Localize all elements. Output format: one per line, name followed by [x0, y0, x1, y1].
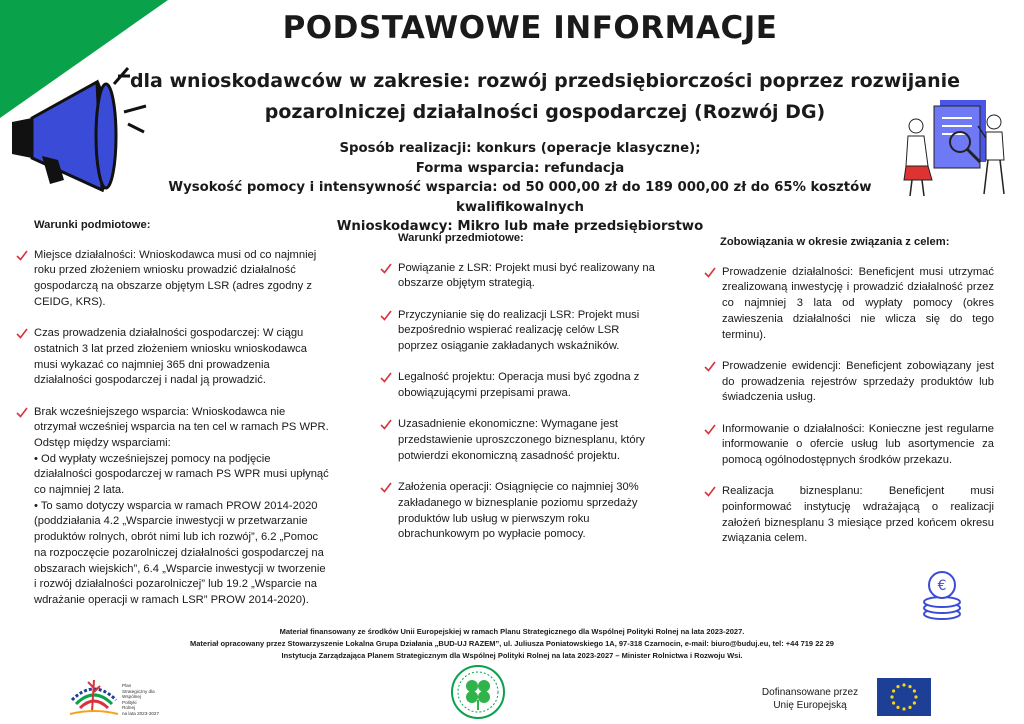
check-icon: [380, 419, 392, 430]
list-item: [384, 308, 684, 355]
logo-text-line: na lata 2023-2027: [122, 710, 160, 716]
list-item: [20, 248, 358, 311]
check-icon: [704, 361, 716, 372]
svg-text:€: €: [937, 578, 947, 594]
footer-line-contact: Materiał opracowany przez Stowarzyszenie Lokalna Grupa Działania „BUD-UJ RAZEM”, ul. Juliusza Poniatowskiego 1A, 97-318 Czarnocin, e-mail: biuro@buduj.eu, tel: +44 719 22 29: [190, 639, 834, 648]
list-item-line: Miejsce działalności: Wnioskodawca musi od co najmniej: [34, 248, 317, 261]
logo-text-line: Strategiczny dla: [122, 688, 155, 694]
list-item-line: działalności gospodarczej i nadal ją prowadzić.: [34, 374, 266, 387]
list-item-text: Realizacja biznesplanu: Beneficjent musi poinformować instytucję wdrażającą o realizacji założeń biznesplanu 3 miesiące przed końcem okresu związania celem.: [722, 485, 994, 545]
list-item-line: otrzymał wcześniej wsparcia na ten cel w ramach PS WPR.: [34, 421, 329, 434]
column-obligations: [708, 235, 994, 563]
list-item: [384, 480, 684, 543]
list-item: [20, 405, 358, 609]
list-item-line: • To samo dotyczy wsparcia w ramach PROW 2014-2020: [34, 499, 318, 512]
footer-line-financing: Materiał finansowany ze środków Unii Europejskiej w ramach Planu Strategicznego dla Wspólnej Polityki Rolnej na lata 2023-2027.: [279, 627, 745, 636]
check-icon: [380, 310, 392, 321]
info-line-form: Forma wsparcia: refundacja: [415, 160, 625, 176]
euro-coins-icon: [916, 570, 974, 622]
column-object-conditions: [384, 231, 684, 559]
logo-text-line: Plan: [122, 683, 132, 688]
list-item-text: Prowadzenie ewidencji: Beneficjent zobowiązany jest do prowadzenia rejestrów sprzedaży produktów lub świadczenia usług.: [722, 359, 994, 404]
check-icon: [16, 250, 28, 261]
info-line-method: Sposób realizacji: konkurs (operacje klasyczne);: [339, 141, 701, 156]
list-item-line: obszarach wiejskich”, 6.4 „Wsparcie inwestycji w tworzenie: [34, 562, 326, 575]
cofinanced-line: Unię Europejską: [773, 700, 847, 711]
page-subtitle: [120, 66, 970, 128]
list-item-line: bezpośrednio wspierać realizację celów LSR: [398, 324, 620, 337]
list-item: [384, 417, 684, 464]
info-line-applicants: Wnioskodawcy: Mikro lub małe przedsiębiorstwo: [336, 219, 704, 235]
list-item-line: Przyczynianie się do realizacji LSR: Projekt musi: [398, 308, 640, 321]
list-item-line: obszarze objętym strategią.: [398, 277, 535, 290]
lgd-bud-uj-razem-logo: [450, 664, 506, 720]
list-item-text: Prowadzenie działalności: Beneficjent musi utrzymać zrealizowaną inwestycję i prowadzić działalność przez co najmniej 3 lata od wypłaty pomocy (okres zawieszenia działalności nie wlicza się do tego terminu).: [722, 265, 994, 341]
eu-flag: [877, 678, 931, 716]
psp-logo-text: [122, 683, 162, 717]
list-item-line: przedstawienie uproszczonego biznesplanu, który: [398, 434, 645, 447]
list-item-line: • Od wypłaty wcześniejszej pomocy na podjęcie: [34, 452, 271, 465]
logo-text-line: Wspólnej: [122, 694, 141, 700]
list-item-line: Odstęp między wsparciami:: [34, 436, 171, 449]
info-line-amount: Wysokość pomocy i intensywność wsparcia: od 50 000,00 zł do 189 000,00 zł do 65% kosztów kwalifikowalnych: [168, 180, 872, 215]
list-item-line: działalności gospodarczej w ramach PS WPR musi upłynąć: [34, 468, 329, 481]
list-item-line: ostatnich 3 lat przed złożeniem wniosku wnioskodawca: [34, 342, 307, 355]
subtitle-line: dla wnioskodawców w zakresie: rozwój przedsiębiorczości poprzez rozwijanie: [129, 70, 961, 92]
list-item: [708, 359, 994, 406]
logo-text-line: Rolnej: [122, 705, 136, 711]
check-icon: [704, 486, 716, 497]
check-icon: [380, 263, 392, 274]
column-subject-conditions: [20, 218, 358, 624]
check-icon: [704, 424, 716, 435]
list-item-line: i rozwój działalności pozarolniczej” lub 19.2 „Wsparcie na: [34, 578, 317, 591]
list-item-line: poprzez osiąganie zakładanych wskaźników.: [398, 340, 620, 353]
list-item-line: roku przed złożeniem wniosku prowadzić działalność: [34, 264, 296, 277]
cofinanced-label: [752, 686, 868, 712]
list-item: [384, 261, 684, 292]
list-item-line: wdrażanie operacji w ramach LSR” PROW 2014-2020).: [34, 593, 309, 606]
check-icon: [704, 267, 716, 278]
column-heading: Warunki przedmiotowe:: [398, 232, 524, 244]
logo-text-line: Polityki: [122, 699, 137, 705]
list-item: [708, 422, 994, 469]
list-item-line: zakładanego w biznesplanie poziomu sprzedaży: [398, 496, 638, 509]
list-item-line: co najmniej 2 lata.: [34, 484, 125, 497]
footer-line-authority: Instytucja Zarządzająca Planem Strategicznym dla Wspólnej Polityki Rolnej na lata 2023-2027 – Minister Rolnictwa i Rozwoju Wsi.: [281, 651, 743, 660]
list-item-line: obowiązującymi przepisami prawa.: [398, 387, 571, 400]
list-item-line: na rozpoczęcie pozarolniczej działalności gospodarczej na: [34, 546, 324, 559]
list-item-line: Czas prowadzenia działalności gospodarczej: W ciągu: [34, 327, 304, 340]
list-item-line: potwierdzi ekonomiczną zasadność projektu.: [398, 449, 621, 462]
column-heading: Zobowiązania w okresie związania z celem:: [720, 236, 950, 248]
list-item-line: obrachunkowym po wypłacie pomocy.: [398, 528, 586, 541]
list-item: [384, 370, 684, 401]
list-item: [708, 265, 994, 344]
list-item-text: Informowanie o działalności: Konieczne jest regularne informowanie o ofercie usług lub asortymencie za pomocą ogólnodostępnych środków przekazu.: [722, 422, 994, 466]
check-icon: [16, 328, 28, 339]
list-item-line: (poddziałania 4.2 „Wsparcie inwestycji w przetwarzanie: [34, 515, 308, 528]
list-item-line: Powiązanie z LSR: Projekt musi być realizowany na: [398, 261, 655, 274]
psp-logo: [66, 668, 122, 718]
list-item: [708, 484, 994, 547]
list-item-line: Uzasadnienie ekonomiczne: Wymagane jest: [398, 418, 619, 431]
subtitle-line: pozarolniczej działalności gospodarczej (Rozwój DG): [264, 101, 826, 123]
list-item-line: Brak wcześniejszego wsparcia: Wnioskodawca nie: [34, 405, 286, 418]
check-icon: [380, 482, 392, 493]
check-icon: [380, 372, 392, 383]
footer: [0, 626, 1024, 662]
list-item-line: CEIDG, KRS).: [34, 295, 106, 308]
page-title: PODSTAWOWE INFORMACJE: [282, 10, 778, 46]
list-item: [20, 326, 358, 389]
list-item-line: produktów rolnych, obrót nimi lub ich rozwój”, 6.2 „Pomoc: [34, 531, 319, 544]
list-item-line: produktów lub usług w pierwszym roku: [398, 512, 590, 525]
list-item-line: musi wykazać co najmniej 365 dni prowadzenia: [34, 358, 270, 371]
list-item-line: gospodarczą na obszarze objętym LSR (adres zgodny z: [34, 280, 312, 293]
cofinanced-line: Dofinansowane przez: [761, 687, 859, 698]
column-heading: Warunki podmiotowe:: [34, 219, 151, 231]
list-item-line: Legalność projektu: Operacja musi być zgodna z: [398, 371, 640, 384]
check-icon: [16, 407, 28, 418]
list-item-line: Założenia operacji: Osiągnięcie co najmniej 30%: [398, 481, 639, 494]
